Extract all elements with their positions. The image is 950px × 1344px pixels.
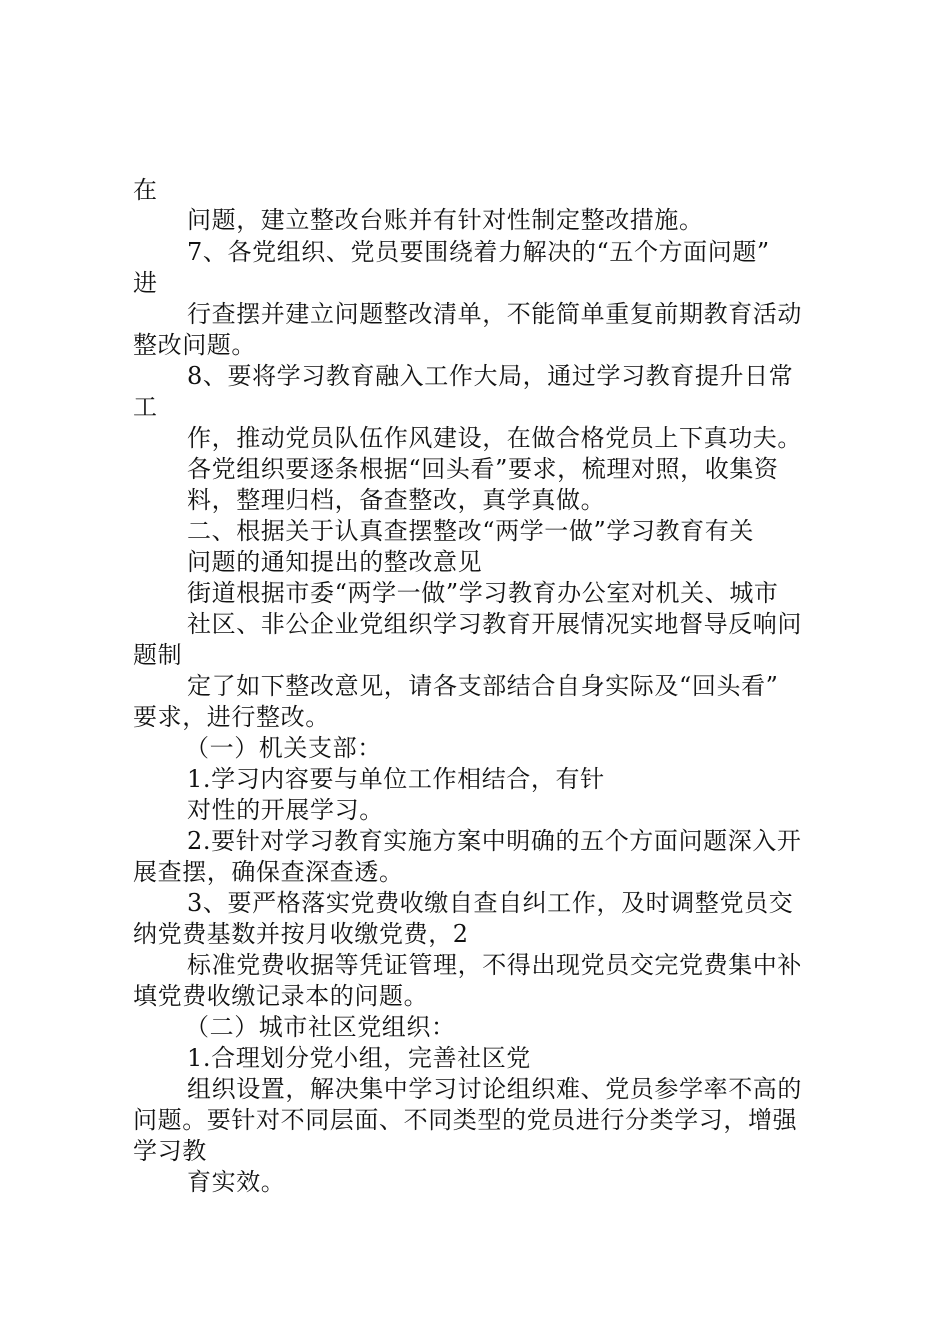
text-line: 3、要严格落实党费收缴自查自纠工作，及时调整党员交: [187, 889, 794, 917]
text-line: 定了如下整改意见，请各支部结合自身实际及“回头看”: [187, 672, 779, 700]
text-line: 在: [133, 176, 158, 204]
text-line: 标准党费收据等凭证管理，不得出现党员交完党费集中补: [187, 951, 802, 979]
text-line: 街道根据市委“两学一做”学习教育办公室对机关、城市: [187, 579, 779, 607]
text-line: 对性的开展学习。: [187, 796, 384, 824]
text-line: 行查摆并建立问题整改清单，不能简单重复前期教育活动: [187, 300, 802, 328]
text-line: 进: [133, 269, 158, 297]
text-line: 纳党费基数并按月收缴党费，2: [133, 920, 469, 948]
text-line: 各党组织要逐条根据“回头看”要求，梳理对照，收集资: [187, 455, 779, 483]
text-line: 组织设置，解决集中学习讨论组织难、党员参学率不高的: [187, 1075, 802, 1103]
text-line: 展查摆，确保查深查透。: [133, 858, 404, 886]
section-heading: （二）城市社区党组织：: [185, 1013, 456, 1041]
text-line: 1.学习内容要与单位工作相结合，有针: [187, 765, 605, 793]
text-line: 整改问题。: [133, 331, 256, 359]
text-line: 学习教: [133, 1137, 207, 1165]
text-line: 8、要将学习教育融入工作大局，通过学习教育提升日常: [187, 362, 794, 390]
text-line: 7、各党组织、党员要围绕着力解决的“五个方面问题”: [187, 238, 770, 266]
text-line: 问题。要针对不同层面、不同类型的党员进行分类学习，增强: [133, 1106, 798, 1134]
text-line: 料，整理归档，备查整改，真学真做。: [187, 486, 606, 514]
text-line: 要求，进行整改。: [133, 703, 330, 731]
text-line: 问题的通知提出的整改意见: [187, 548, 483, 576]
text-line: 题制: [133, 641, 183, 669]
text-line: 问题，建立整改台账并有针对性制定整改措施。: [187, 206, 704, 234]
text-line: 作，推动党员队伍作风建设，在做合格党员上下真功夫。: [187, 424, 802, 452]
text-line: 2.要针对学习教育实施方案中明确的五个方面问题深入开: [187, 827, 802, 855]
text-line: 育实效。: [187, 1168, 286, 1196]
text-line: 1.合理划分党小组，完善社区党: [187, 1044, 531, 1072]
text-line: 填党费收缴记录本的问题。: [133, 982, 429, 1010]
text-line: 社区、非公企业党组织学习教育开展情况实地督导反响问: [187, 610, 802, 638]
text-line: 工: [133, 393, 158, 421]
text-line: 二、根据关于认真查摆整改“两学一做”学习教育有关: [187, 517, 754, 545]
section-heading: （一）机关支部：: [185, 734, 382, 762]
